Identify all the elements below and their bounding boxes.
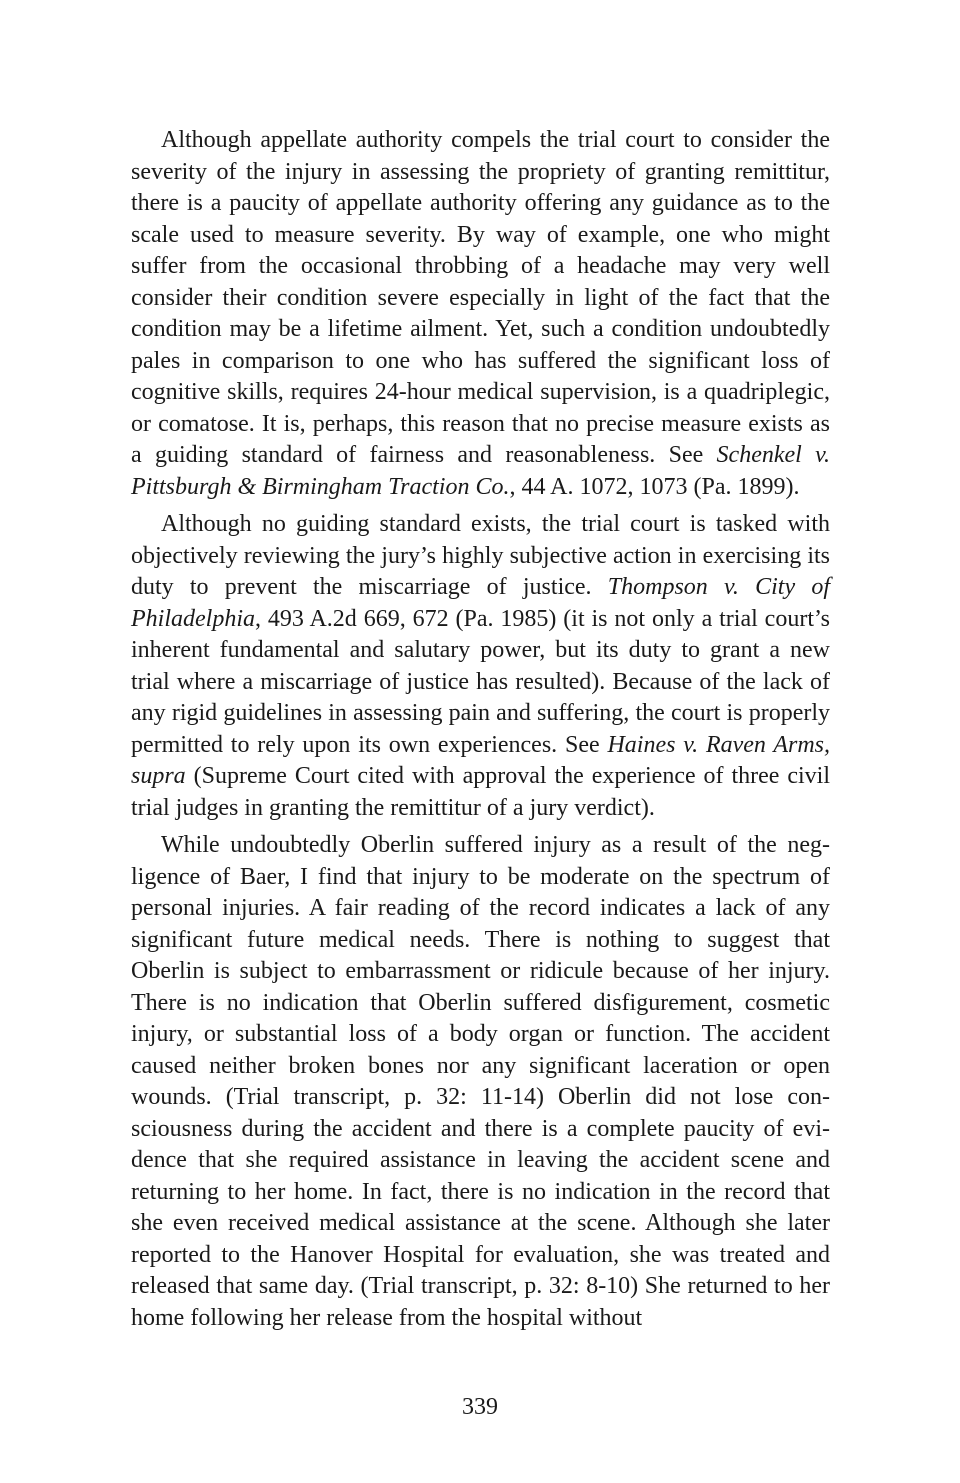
paragraph-2-text: Although no guiding standard exists, the trial court is tasked with objectively reviewing the jury’s highly subjective action in exercising its duty to prevent the miscarriage of justice. (131, 511, 830, 600)
case-citation-schenkel: Schenkel v. Pittsburgh & Birmingham Traction Co. (131, 442, 830, 500)
paragraph-2-middle-text: , 493 A.2d 669, 672 (Pa. 1985) (it is not only a trial court’s inherent fundamental and salutary power, but its duty to grant a new trial where a miscarriage of justice has resulted). Because of the lack of any rigid guidelines in assessing pain and suffering, the court is properly permitted to rely upon its own experiences. See (131, 605, 830, 758)
case-citation-haines: Haines v. Raven Arms, supra (131, 731, 830, 789)
paragraph-3-text: While undoubtedly Oberlin suffered injury as a result of the negligence of Baer, I find that injury to be moderate on the spectrum of personal injuries. A fair reading of the record indicates a lack of any significant future medical needs. There is nothing to suggest that Oberlin is subject to embarrassment or ridicule because of her injury. There is no indication that Oberlin suffered disfigurement, cosmetic injury, or substantial loss of a body organ or function. The accident caused neither broken bones nor any significant laceration or open wounds. (Trial transcript, p. 32: 11-14) Oberlin did not lose consciousness during the accident and there is a complete paucity of evidence that she required assistance in leaving the accident scene and returning to her home. In fact, there is no indication in the record that she even received medical assistance at the scene. Although she later reported to the Hanover Hospital for evaluation, she was treated and released that same day. (Trial transcript, p. 32: 8-10) She returned to her home following her release from the hospital without (131, 832, 830, 1331)
page-number: 339 (462, 1394, 498, 1420)
page-body (131, 125, 830, 1340)
paragraph-1-text: Although appellate authority compels the trial court to consider the severity of the injury in assessing the propriety of granting remittitur, there is a paucity of appellate authority offering any guidance as to the scale used to measure severity. By way of example, one who might suffer from the occasional throbbing of a headache may very well consider their condition severe especially in light of the fact that the condition may be a lifetime ailment. Yet, such a condition undoubtedly pales in comparison to one who has suffered the significant loss of cognitive skills, requires 24-hour medical supervision, is a quadriplegic, or comatose. It is, perhaps, this reason that no precise measure exists as a guiding standard of fairness and reasonableness. See (131, 127, 830, 468)
case-citation-thompson: Thompson v. City of Philadelphia (131, 574, 830, 632)
paragraph-2-tail-text: (Supreme Court cited with approval the experience of three civil trial judges in granting the remittitur of a jury verdict). (131, 763, 830, 821)
paragraph-3 (131, 830, 830, 1334)
paragraph-2 (131, 509, 830, 824)
paragraph-1 (131, 125, 830, 503)
paragraph-1-citation-tail: , 44 A. 1072, 1073 (Pa. 1899). (509, 473, 800, 500)
